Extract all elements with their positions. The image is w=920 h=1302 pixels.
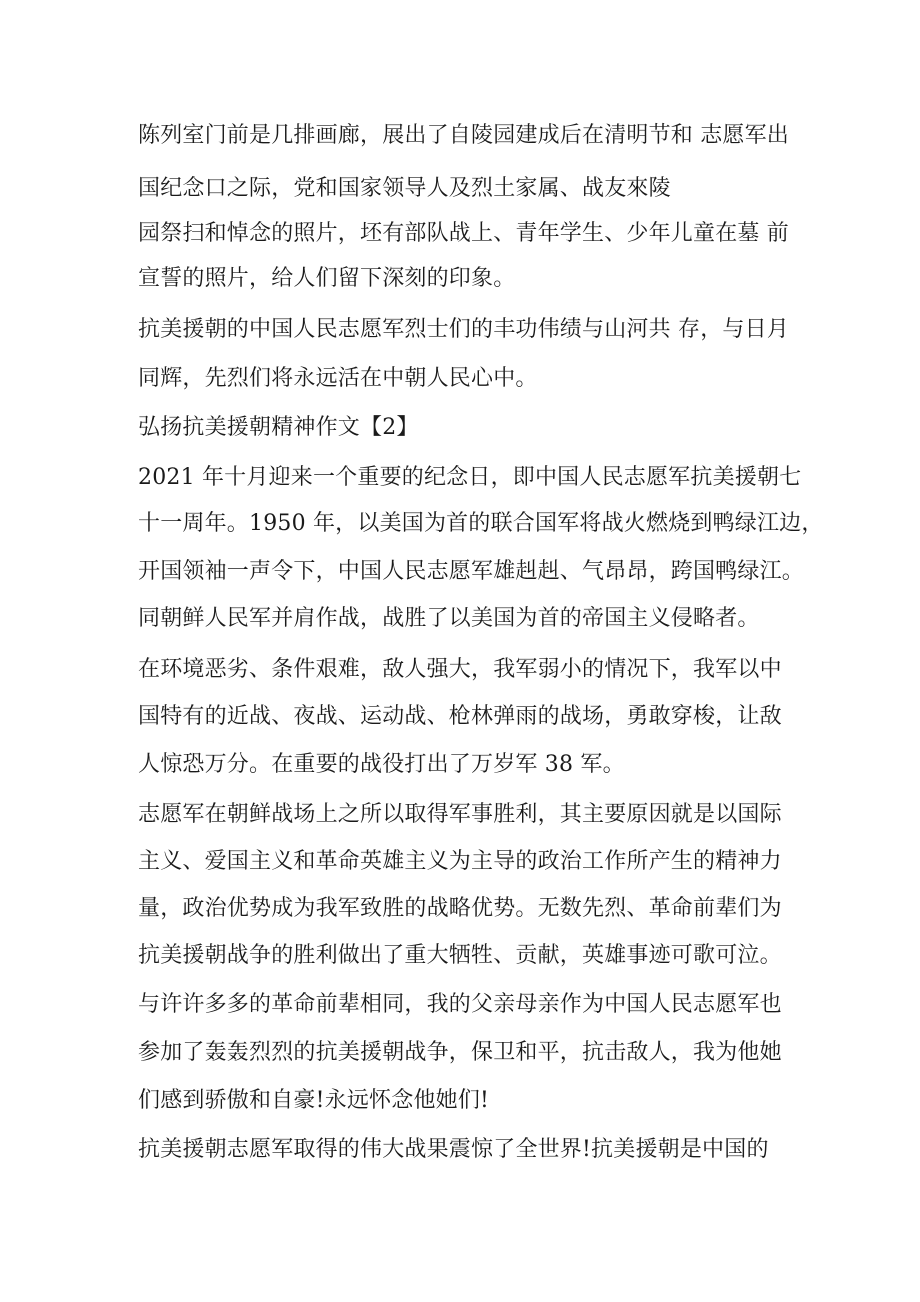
text-line: 陈列室门前是几排画廊，展出了自陵园建成后在清明节和 志愿军出	[138, 123, 789, 148]
text-line: 园祭扫和悼念的照片，坯有部队战上、青年学生、少年儿童在墓 前	[138, 221, 789, 246]
text-line: 十一周年。1950 年，以美国为首的联合国军将战火燃烧到鸭绿江边，	[138, 511, 824, 536]
text-line: 抗美援朝的中国人民志愿军烈士们的丰功伟绩与山河共 存，与日月	[138, 317, 789, 342]
text-line: 志愿军在朝鲜战场上之所以取得军事胜利，其主要原因就是以国际	[138, 802, 782, 827]
text-line: 抗美援朝战争的胜利做出了重大牺牲、贡献，英雄事迹可歌可泣。	[138, 943, 782, 968]
text-line: 2021 年十月迎来一个重要的纪念日，即中国人民志愿军抗美援朝七	[138, 465, 802, 490]
section-heading: 弘扬抗美援朝精神作文【2】	[138, 415, 419, 440]
text-line: 参加了轰轰烈烈的抗美援朝战争，保卫和平，抗击敌人，我为他她	[138, 1040, 782, 1065]
text-line: 宣誓的照片，给人们留下深刻的印象。	[138, 266, 516, 291]
text-line: 与许许多多的革命前辈相同，我的父亲母亲作为中国人民志愿军也	[138, 992, 782, 1017]
text-line: 人惊恐万分。在重要的战役打出了万岁军 38 军。	[138, 752, 625, 777]
text-line: 抗美援朝志愿军取得的伟大战果震惊了全世界!抗美援朝是中国的	[138, 1137, 769, 1162]
text-line: 同朝鲜人民军并肩作战，战胜了以美国为首的帝国主义侵略者。	[138, 606, 760, 631]
text-line: 开国领袖一声令下，中国人民志愿军雄赳赳、气昂昂，跨国鸭绿江。	[138, 559, 805, 584]
text-line: 国纪念口之际，党和国家领导人及烈土家属、战友來陵	[138, 176, 671, 201]
text-line: 主义、爱国主义和革命英雄主义为主导的政治工作所产生的精神力	[138, 849, 782, 874]
text-line: 同辉，先烈们将永远活在中朝人民心中。	[138, 366, 538, 391]
text-line: 量，政治优势成为我军致胜的战略优势。无数先烈、革命前辈们为	[138, 896, 782, 921]
text-line: 们感到骄傲和自豪!永远怀念他她们!	[138, 1088, 490, 1113]
text-line: 在环境恶劣、条件艰难，敌人强大，我军弱小的情况下，我军以中	[138, 657, 782, 682]
text-line: 国特有的近战、夜战、运动战、枪林弹雨的战场，勇敢穿梭，让敌	[138, 704, 782, 729]
